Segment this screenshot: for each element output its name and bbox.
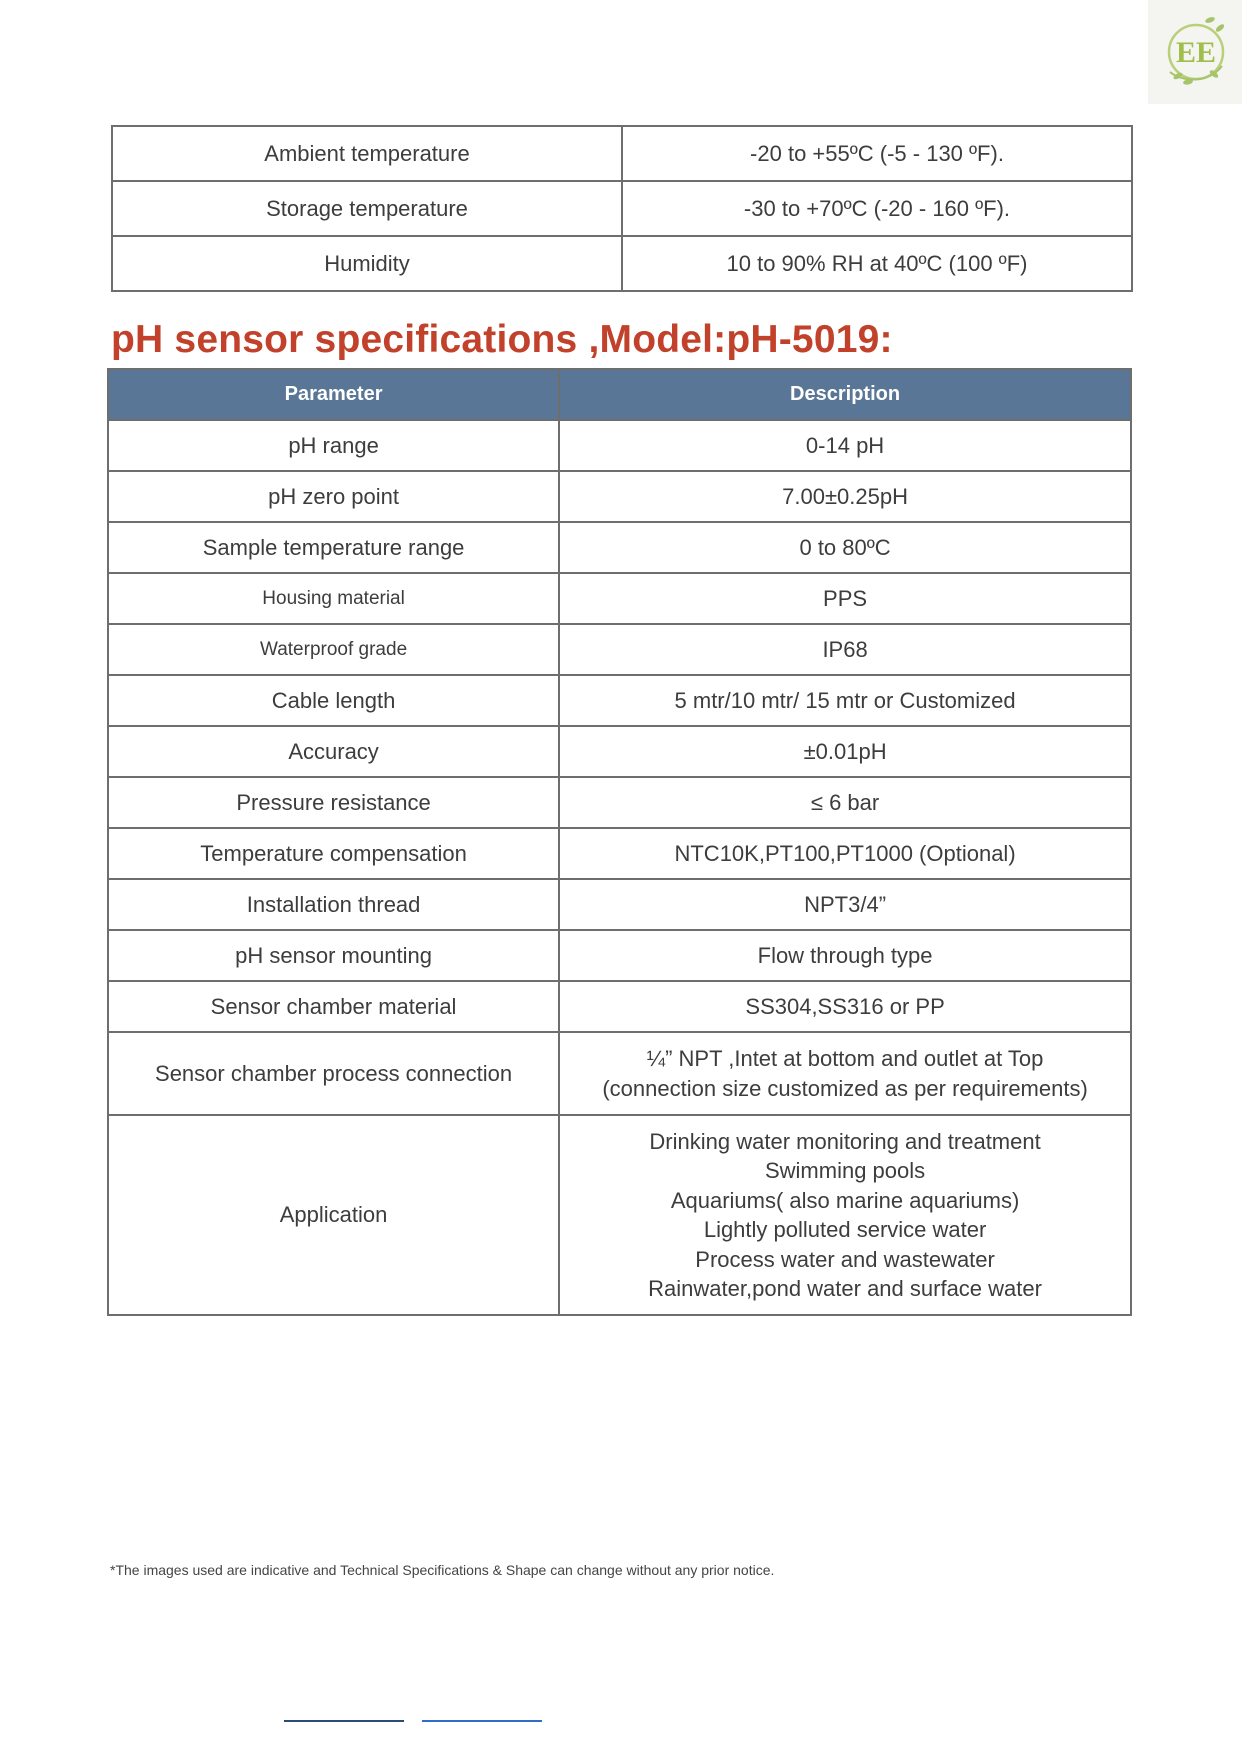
table-header-row <box>108 369 1131 420</box>
table-row <box>108 1115 1131 1315</box>
spec-value <box>559 1032 1131 1115</box>
spec-value: IP68 <box>559 624 1131 675</box>
table-row <box>108 573 1131 624</box>
spec-param: Accuracy <box>108 726 559 777</box>
spec-param: Application <box>108 1115 559 1315</box>
spec-value: NTC10K,PT100,PT1000 (Optional) <box>559 828 1131 879</box>
env-param: Humidity <box>112 236 622 291</box>
column-header-parameter: Parameter <box>108 369 559 420</box>
spec-value: Flow through type <box>559 930 1131 981</box>
spec-value: ±0.01pH <box>559 726 1131 777</box>
application-line: Swimming pools <box>764 1158 926 1183</box>
spec-param: Housing material <box>108 573 559 624</box>
spec-value: NPT3/4” <box>559 879 1131 930</box>
table-row <box>108 879 1131 930</box>
table-row <box>108 777 1131 828</box>
footer-divider <box>422 1720 542 1722</box>
footer-divider <box>284 1720 404 1722</box>
table-row <box>108 726 1131 777</box>
table-row <box>108 471 1131 522</box>
spec-value: PPS <box>559 573 1131 624</box>
spec-param: Cable length <box>108 675 559 726</box>
spec-param: Installation thread <box>108 879 559 930</box>
company-logo <box>1148 0 1242 104</box>
table-row <box>112 126 1132 181</box>
value-line: (connection size customized as per requirements) <box>602 1075 1088 1101</box>
application-line: Rainwater,pond water and surface water <box>648 1276 1042 1301</box>
spec-value: 0 to 80ºC <box>559 522 1131 573</box>
disclaimer-footnote: *The images used are indicative and Technical Specifications & Shape can change without any prior notice. <box>110 1562 775 1578</box>
env-param: Ambient temperature <box>112 126 622 181</box>
spec-param: Temperature compensation <box>108 828 559 879</box>
env-param: Storage temperature <box>112 181 622 236</box>
table-row <box>108 624 1131 675</box>
specification-table <box>107 368 1132 1316</box>
value-line: ¼” NPT ,Intet at bottom and outlet at Top <box>646 1045 1044 1071</box>
application-line: Aquariums( also marine aquariums) <box>670 1187 1020 1213</box>
table-row <box>108 1032 1131 1115</box>
application-line: Lightly polluted service water <box>703 1217 987 1242</box>
table-row <box>112 236 1132 291</box>
spec-param: Sample temperature range <box>108 522 559 573</box>
spec-value: 7.00±0.25pH <box>559 471 1131 522</box>
table-row <box>108 420 1131 471</box>
spec-param: Pressure resistance <box>108 777 559 828</box>
spec-param: Sensor chamber material <box>108 981 559 1032</box>
logo-text: EE <box>1175 36 1217 69</box>
env-value: -20 to +55ºC (-5 - 130 ºF). <box>622 126 1132 181</box>
column-header-description: Description <box>559 369 1131 420</box>
spec-param: pH zero point <box>108 471 559 522</box>
environment-table <box>111 125 1133 292</box>
spec-value: 0-14 pH <box>559 420 1131 471</box>
section-title: pH sensor specifications ,Model:pH-5019: <box>111 318 893 361</box>
spec-value: SS304,SS316 or PP <box>559 981 1131 1032</box>
spec-param: Waterproof grade <box>108 624 559 675</box>
spec-value <box>559 1115 1131 1315</box>
env-value: -30 to +70ºC (-20 - 160 ºF). <box>622 181 1132 236</box>
table-row <box>108 828 1131 879</box>
spec-param: Sensor chamber process connection <box>108 1032 559 1115</box>
table-row <box>112 181 1132 236</box>
spec-param: pH range <box>108 420 559 471</box>
spec-param: pH sensor mounting <box>108 930 559 981</box>
application-line: Drinking water monitoring and treatment <box>649 1128 1041 1154</box>
table-row <box>108 522 1131 573</box>
table-row <box>108 981 1131 1032</box>
spec-value: 5 mtr/10 mtr/ 15 mtr or Customized <box>559 675 1131 726</box>
env-value: 10 to 90% RH at 40ºC (100 ºF) <box>622 236 1132 291</box>
table-row <box>108 675 1131 726</box>
table-row <box>108 930 1131 981</box>
application-line: Process water and wastewater <box>695 1246 995 1272</box>
spec-value: ≤ 6 bar <box>559 777 1131 828</box>
